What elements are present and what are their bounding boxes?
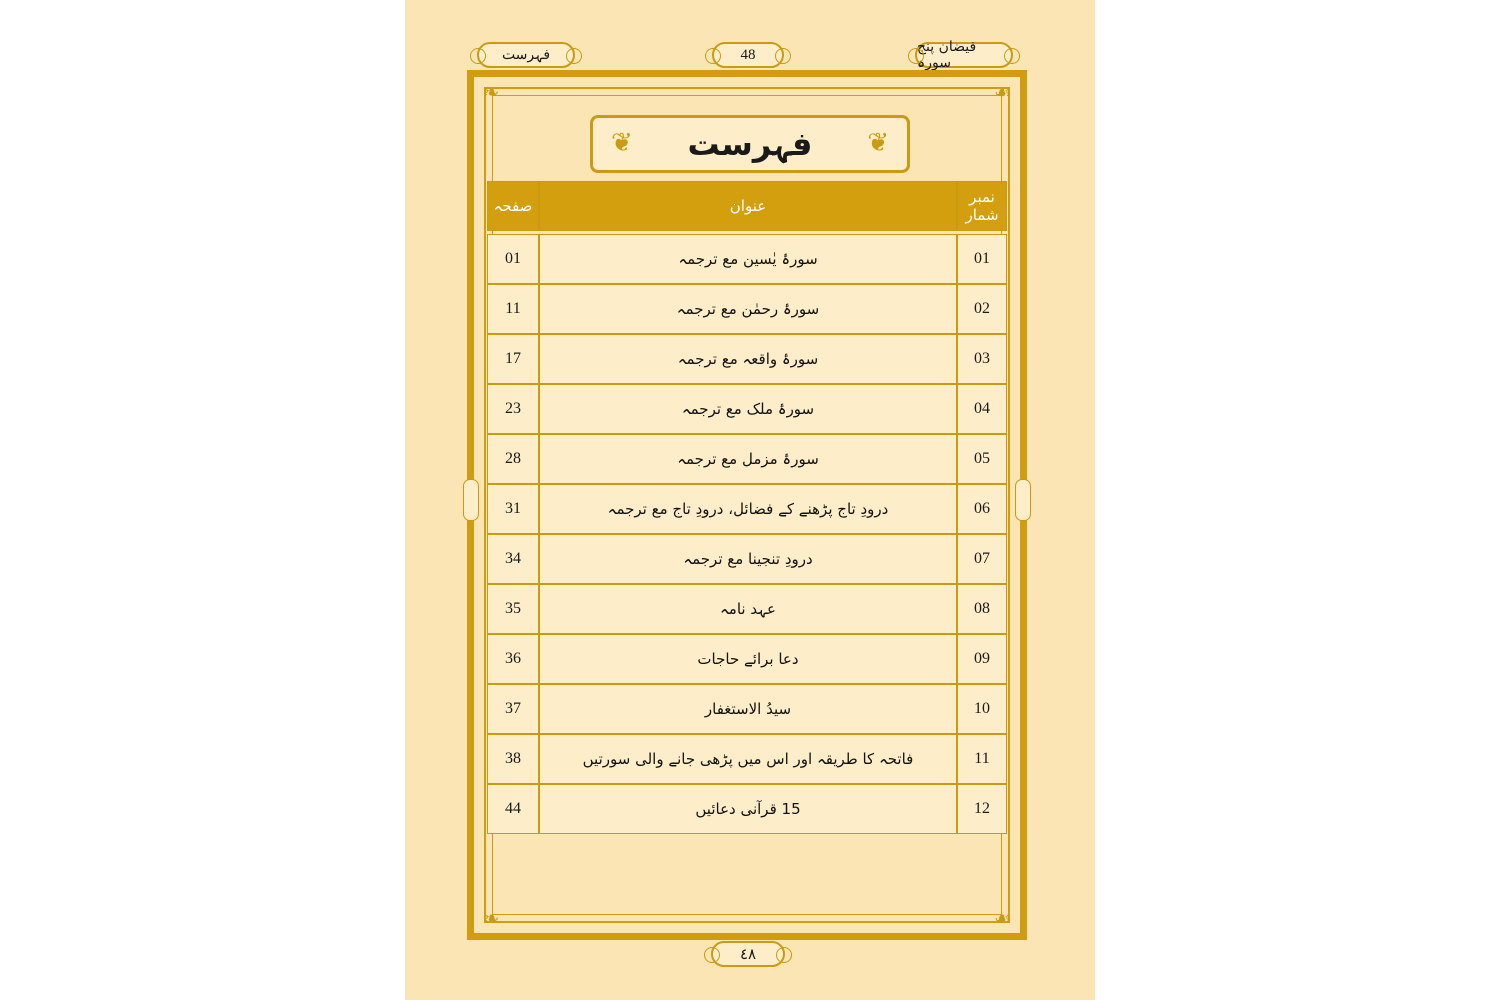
row-serial-number: 02 [957, 284, 1007, 334]
row-serial-number: 08 [957, 584, 1007, 634]
table-of-contents [487, 181, 1007, 834]
table-row [487, 334, 1007, 384]
row-serial-number: 07 [957, 534, 1007, 584]
table-header-row [487, 181, 1007, 231]
row-page-number: 01 [487, 234, 539, 284]
row-title: 15 قرآنی دعائیں [539, 784, 957, 834]
row-title: سورۂ واقعہ مع ترجمہ [539, 334, 957, 384]
header-page-number: 48 [712, 42, 784, 68]
row-title: فاتحہ کا طریقہ اور اس میں پڑھی جانے والی سورتیں [539, 734, 957, 784]
row-serial-number: 04 [957, 384, 1007, 434]
row-serial-number: 09 [957, 634, 1007, 684]
row-page-number: 37 [487, 684, 539, 734]
row-page-number: 28 [487, 434, 539, 484]
row-title: سورۂ یٰسین مع ترجمہ [539, 234, 957, 284]
corner-ornament-icon: ☙ [994, 906, 1012, 930]
row-title: درودِ تاج پڑھنے کے فضائل، درودِ تاج مع ترجمہ [539, 484, 957, 534]
table-row [487, 684, 1007, 734]
table-row [487, 384, 1007, 434]
row-page-number: 44 [487, 784, 539, 834]
table-row [487, 584, 1007, 634]
header-book-title: فیضان پنج سورہ [915, 42, 1013, 68]
row-serial-number: 11 [957, 734, 1007, 784]
table-row [487, 734, 1007, 784]
header-section-label: فہرست [477, 42, 575, 68]
row-serial-number: 12 [957, 784, 1007, 834]
row-page-number: 17 [487, 334, 539, 384]
title-banner [590, 115, 910, 173]
row-page-number: 36 [487, 634, 539, 684]
table-row [487, 784, 1007, 834]
row-page-number: 34 [487, 534, 539, 584]
side-ornament-icon [463, 479, 479, 521]
row-page-number: 35 [487, 584, 539, 634]
table-row [487, 484, 1007, 534]
table-row [487, 234, 1007, 284]
footer-page-number: ٤٨ [711, 941, 785, 967]
row-title: سورۂ مزمل مع ترجمہ [539, 434, 957, 484]
row-title: درودِ تنجینا مع ترجمہ [539, 534, 957, 584]
header-page: صفحہ [487, 181, 539, 231]
row-page-number: 31 [487, 484, 539, 534]
corner-ornament-icon: ❧ [482, 80, 500, 104]
row-title: سورۂ رحمٰن مع ترجمہ [539, 284, 957, 334]
row-page-number: 38 [487, 734, 539, 784]
row-title: عہد نامہ [539, 584, 957, 634]
row-title: سورۂ ملک مع ترجمہ [539, 384, 957, 434]
row-serial-number: 10 [957, 684, 1007, 734]
book-page [405, 0, 1095, 1000]
corner-ornament-icon: ☙ [994, 80, 1012, 104]
header-title: عنوان [539, 181, 957, 231]
row-page-number: 23 [487, 384, 539, 434]
row-title: سیدُ الاستغفار [539, 684, 957, 734]
table-row [487, 634, 1007, 684]
corner-ornament-icon: ❧ [482, 906, 500, 930]
row-serial-number: 01 [957, 234, 1007, 284]
table-row [487, 434, 1007, 484]
page-title: ❦ فہرست [687, 125, 813, 163]
row-serial-number: 06 [957, 484, 1007, 534]
row-page-number: 11 [487, 284, 539, 334]
row-serial-number: 03 [957, 334, 1007, 384]
row-serial-number: 05 [957, 434, 1007, 484]
table-row [487, 284, 1007, 334]
table-row [487, 534, 1007, 584]
header-number: نمبر شمار [957, 181, 1007, 231]
side-ornament-icon [1015, 479, 1031, 521]
row-title: دعا برائے حاجات [539, 634, 957, 684]
